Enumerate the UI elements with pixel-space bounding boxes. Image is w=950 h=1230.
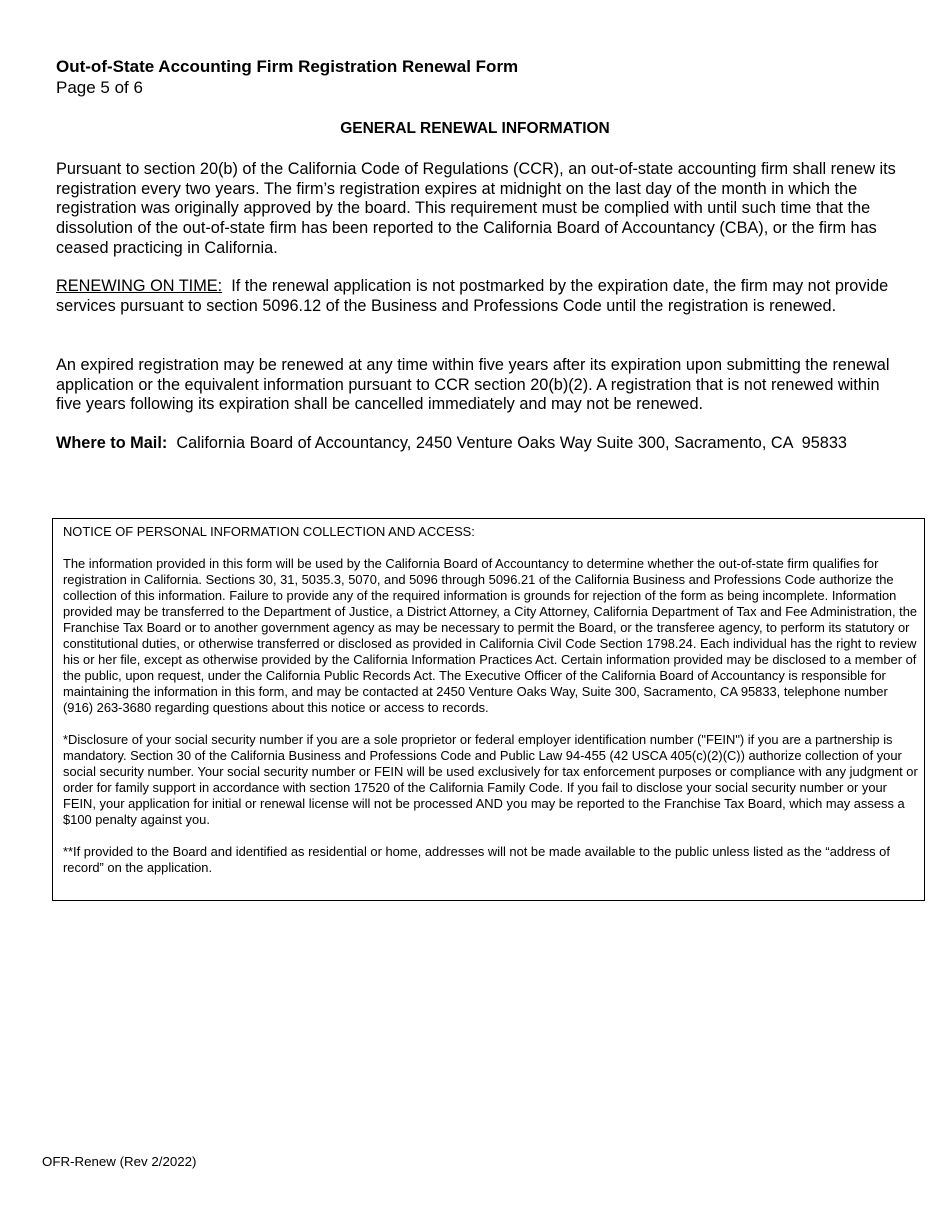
notice-title: NOTICE OF PERSONAL INFORMATION COLLECTION AND ACCESS:	[63, 524, 475, 539]
mailing-address-paragraph	[56, 434, 901, 454]
form-revision-code: OFR-Renew (Rev 2/2022)	[42, 1154, 197, 1169]
mailing-address: California Board of Accountancy, 2450 Venture Oaks Way Suite 300, Sacramento, CA 95833	[167, 434, 847, 452]
notice-collection-paragraph: The information provided in this form will be used by the California Board of Accountancy to determine whether the out-of-state firm qualifies for registration in California. Sections 30, 31, 5035.3, 5070, and 5096 through 5096.21 of the California Business and Professions Code authorize the collection of this information. Failure to provide any of the required information is grounds for rejection of the form as being incomplete. Information provided may be transferred to the Department of Justice, a District Attorney, a City Attorney, California Department of Tax and Fee Administration, the Franchise Tax Board or to another government agency as may be necessary to permit the Board, or the transferee agency, to perform its statutory or constitutional duties, or otherwise transferred or disclosed as provided in California Civil Code Section 1798.24. Each individual has the right to review his or her file, except as otherwise provided by the California Information Practices Act. Certain information provided may be disclosed to a member of the public, upon request, under the California Public Records Act. The Executive Officer of the California Board of Accountancy is responsible for maintaining the information in this form, and may be contacted at 2450 Venture Oaks Way, Suite 300, Sacramento, CA 95833, telephone number (916) 263-3680 regarding questions about this notice or access to records.	[63, 556, 918, 715]
expired-registration-paragraph: An expired registration may be renewed at any time within five years after its expiration upon submitting the renewal application or the equivalent information pursuant to CCR section 20(b)(2). A registration that is not renewed within five years following its expiration shall be cancelled immediately and may not be renewed.	[56, 356, 890, 414]
where-to-mail-label: Where to Mail:	[56, 434, 168, 452]
privacy-notice-box	[52, 518, 925, 901]
document-header	[56, 56, 896, 98]
notice-address-paragraph: **If provided to the Board and identified as residential or home, addresses will not be made available to the public unless listed as the “address of record” on the application.	[63, 844, 890, 875]
intro-paragraph: Pursuant to section 20(b) of the California Code of Regulations (CCR), an out-of-state accounting firm shall renew its registration every two years. The firm’s registration expires at midnight on the last day of the month in which the registration was originally approved by the board. This requirement must be complied with until such time that the dissolution of the out-of-state firm has been reported to the California Board of Accountancy (CBA), or the firm has ceased practicing in California.	[56, 160, 896, 257]
notice-ssn-paragraph: *Disclosure of your social security number if you are a sole proprietor or federal employer identification number ("FEIN") if you are a partnership is mandatory. Section 30 of the California Business and Professions Code and Public Law 94-455 (42 USCA 405(c)(2)(C)) authorize collection of your social security number. Your social security number or FEIN will be used exclusively for tax enforcement purposes or compliance with any judgment or order for family support in accordance with section 17520 of the California Family Code. If you fail to disclose your social security number or your FEIN, your application for initial or renewal license will not be processed AND you may be reported to the Franchise Tax Board, which may assess a $100 penalty against you.	[63, 732, 918, 827]
renewing-on-time-text: If the renewal application is not postmarked by the expiration date, the firm may not provide services pursuant to section 5096.12 of the Business and Professions Code until the registration is renewed.	[56, 277, 893, 315]
renewing-on-time-label: RENEWING ON TIME:	[56, 277, 223, 295]
section-heading: GENERAL RENEWAL INFORMATION	[340, 120, 610, 137]
form-title: Out-of-State Accounting Firm Registration Renewal Form	[56, 57, 519, 76]
page-indicator: Page 5 of 6	[56, 78, 143, 97]
renewing-on-time-paragraph	[56, 277, 901, 316]
